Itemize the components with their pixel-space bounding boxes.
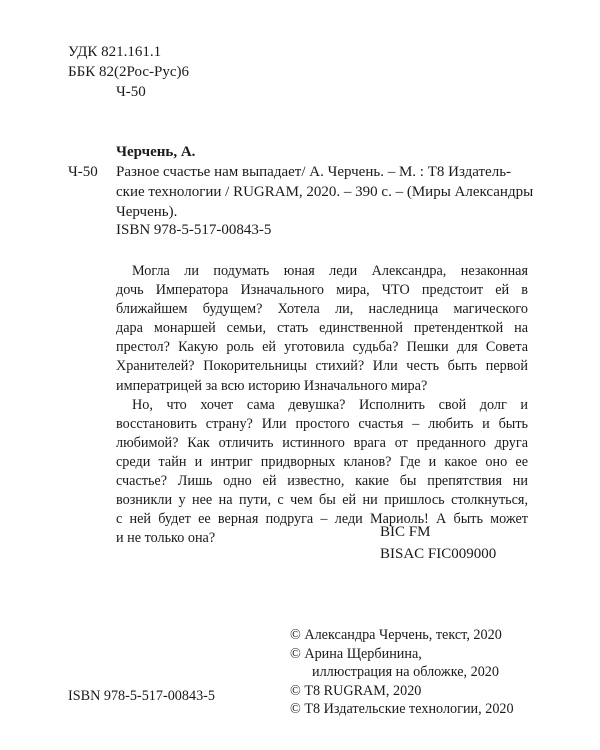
annotation (116, 262, 528, 548)
copyright-line: © Т8 RUGRAM, 2020 (290, 682, 422, 699)
copyright-line: © Арина Щербинина, (290, 645, 422, 662)
annotation-line: среди тайн и интриг придворных кланов? Где и какое оно ее (116, 453, 528, 470)
annotation-line: престол? Какую роль ей уготовила судьба? Пешки для Совета (116, 339, 528, 356)
annotation-line: Хранителей? Покорительницы стихий? Или честь быть первой (116, 358, 528, 375)
annotation-line: Но, что хочет сама девушка? Исполнить свой долг и (132, 396, 528, 413)
copyright-line: иллюстрация на обложке, 2020 (312, 664, 499, 681)
copyright-line: © Т8 Издательские технологии, 2020 (290, 701, 514, 718)
udk-code: УДК 821.161.1 (68, 44, 162, 60)
cutter-sign-header: Ч-50 (116, 84, 146, 100)
annotation-line: дочь Императора Изначального мира, ЧТО предстоит ей в (116, 282, 528, 299)
bbk-code: ББК 82(2Рос-Рус)6 (68, 64, 189, 80)
annotation-line: Могла ли подумать юная леди Александра, незаконная (132, 263, 528, 279)
bibliographic-line: ские технологии / RUGRAM, 2020. – 390 с. – (Миры Александры (116, 184, 534, 200)
annotation-line: ближайшем будущем? Хотела ли, наследница магического (116, 301, 528, 318)
annotation-line: с ней будет ее верная подруга – леди Мариоль! А быть может (116, 511, 528, 528)
annotation-line: дара монаршей семьи, стать единственной претенденткой на (116, 320, 528, 337)
cutter-sign: Ч-50 (68, 164, 98, 180)
bisac-code: BISAC FIC009000 (380, 546, 497, 562)
annotation-line: возникли у нее на пути, с чем бы ей ни пришлось столкнуться, (116, 492, 528, 509)
subject-codes (380, 521, 496, 565)
bic-code: BIC FM (380, 524, 431, 540)
annotation-line: счастье? Лишь одно ей известно, какие бы препятствия ни (116, 473, 528, 490)
copyright-block (290, 626, 514, 719)
isbn-bottom: ISBN 978-5-517-00843-5 (68, 688, 215, 704)
bibliographic-line: Разное счастье нам выпадает/ А. Черчень. – М. : Т8 Издатель- (116, 164, 512, 180)
annotation-line: и не только она? (116, 530, 216, 547)
author-heading: Черчень, А. (116, 144, 196, 160)
annotation-line: восстановить страну? Или простого счастья – любить и быть (116, 415, 528, 432)
bibliographic-description (116, 162, 534, 222)
bibliographic-line: Черчень). (116, 204, 178, 220)
annotation-line: императрицей за всю историю Изначального мира? (116, 377, 428, 394)
isbn-record: ISBN 978-5-517-00843-5 (116, 222, 272, 238)
copyright-line: © Александра Черчень, текст, 2020 (290, 627, 502, 643)
annotation-line: любимой? Как отличить истинного врага от преданного друга (116, 434, 528, 451)
